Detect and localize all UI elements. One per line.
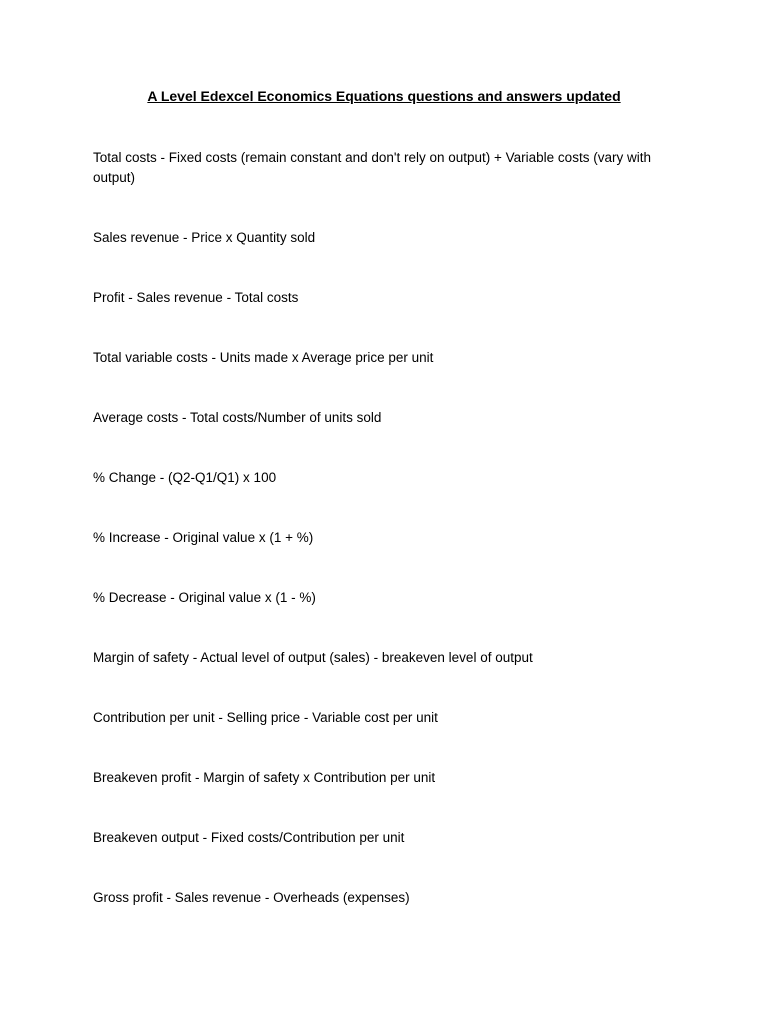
equation-total-costs: Total costs - Fixed costs (remain constant and don't rely on output) + Variable costs (vary with output) xyxy=(93,150,651,185)
equation-breakeven-profit: Breakeven profit - Margin of safety x Contribution per unit xyxy=(93,770,436,785)
equation-contribution-per-unit: Contribution per unit - Selling price - Variable cost per unit xyxy=(93,710,438,725)
equation-percent-change: % Change - (Q2-Q1/Q1) x 100 xyxy=(93,470,277,485)
equation-gross-profit: Gross profit - Sales revenue - Overheads (expenses) xyxy=(93,890,410,905)
equation-list xyxy=(93,148,663,948)
equation-sales-revenue: Sales revenue - Price x Quantity sold xyxy=(93,230,316,245)
equation-total-variable-costs: Total variable costs - Units made x Average price per unit xyxy=(93,350,434,365)
equation-profit: Profit - Sales revenue - Total costs xyxy=(93,290,299,305)
equation-percent-decrease: % Decrease - Original value x (1 - %) xyxy=(93,590,316,605)
document-title: A Level Edexcel Economics Equations questions and answers updated xyxy=(147,88,621,104)
equation-margin-of-safety: Margin of safety - Actual level of output (sales) - breakeven level of output xyxy=(93,650,533,665)
equation-breakeven-output: Breakeven output - Fixed costs/Contribution per unit xyxy=(93,830,405,845)
equation-average-costs: Average costs - Total costs/Number of units sold xyxy=(93,410,382,425)
equation-percent-increase: % Increase - Original value x (1 + %) xyxy=(93,530,314,545)
